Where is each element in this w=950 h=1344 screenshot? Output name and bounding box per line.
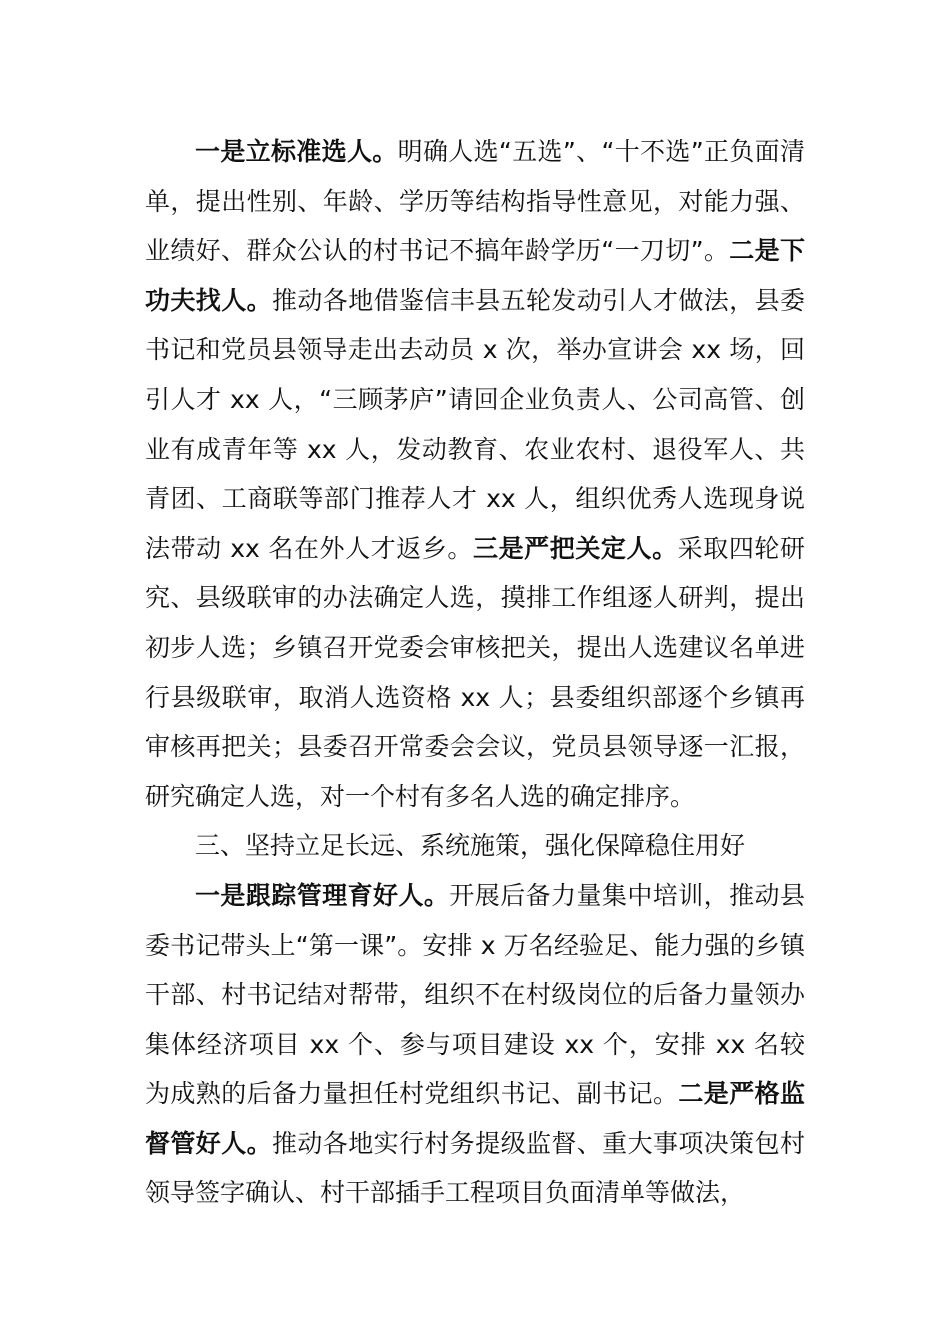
text-run: 开展后备力量集中培训，推动县委书记带头上“第一课”。安排 x 万名经验足、能力强的乡镇干部、村书记结对帮带，组织不在村级岗位的后备力量领办集体经济项目 xx 个、参与项目建设 xx 个，安排 xx 名较为成熟的后备力量担任村党组织书记、副书记。: [145, 880, 805, 1109]
bold-heading-track-manage: 一是跟踪管理育好人。: [195, 880, 450, 910]
text-run: 明确人选“五选”、“十不选”正负面清单，提出性别、年龄、学历等结构指导性意见，对能力强、业绩好、群众公认的村书记不搞年龄学历“一刀切”。: [145, 137, 805, 266]
text-run: 推动各地实行村务提级监督、重大事项决策包村领导签字确认、村干部插手工程项目负面清单等做法，: [145, 1128, 805, 1208]
paragraph-management-measures: [145, 871, 805, 1218]
bold-heading-strict-supervision: 二是严格监督管好人。: [145, 1079, 805, 1158]
text-run: 采取四轮研究、县级联审的办法确定人选，摸排工作组逐人研判，提出初步人选；乡镇召开党委会审核把关，提出人选建议名单进行县级联审，取消人选资格 xx 人；县委组织部逐个乡镇再审核再把关；县委召开常委会会议，党员县领导逐一汇报，研究确定人选，对一个村有多名人选的确定排序。: [145, 533, 805, 811]
document-body: [145, 127, 805, 1218]
section-heading-text: 三、坚持立足长远、系统施策，强化保障稳住用好: [195, 831, 746, 861]
bold-heading-set-standards: 一是立标准选人。: [195, 137, 398, 166]
section-heading-three: [145, 821, 805, 871]
paragraph-selection-measures: [145, 127, 805, 821]
text-run: 推动各地借鉴信丰县五轮发动引人才做法，县委书记和党员县领导走出去动员 x 次，举办宣讲会 xx 场，回引人才 xx 人，“三顾茅庐”请回企业负责人、公司高管、创业有成青年等 xx 人，发动教育、农业农村、退役军人、共青团、工商联等部门推荐人才 xx 人，组织优秀人选现身说法带动 xx 名在外人才返乡。: [145, 285, 805, 563]
bold-heading-find-people: 二是下功夫找人。: [145, 236, 805, 315]
bold-heading-strict-checks: 三是严把关定人。: [473, 533, 678, 563]
